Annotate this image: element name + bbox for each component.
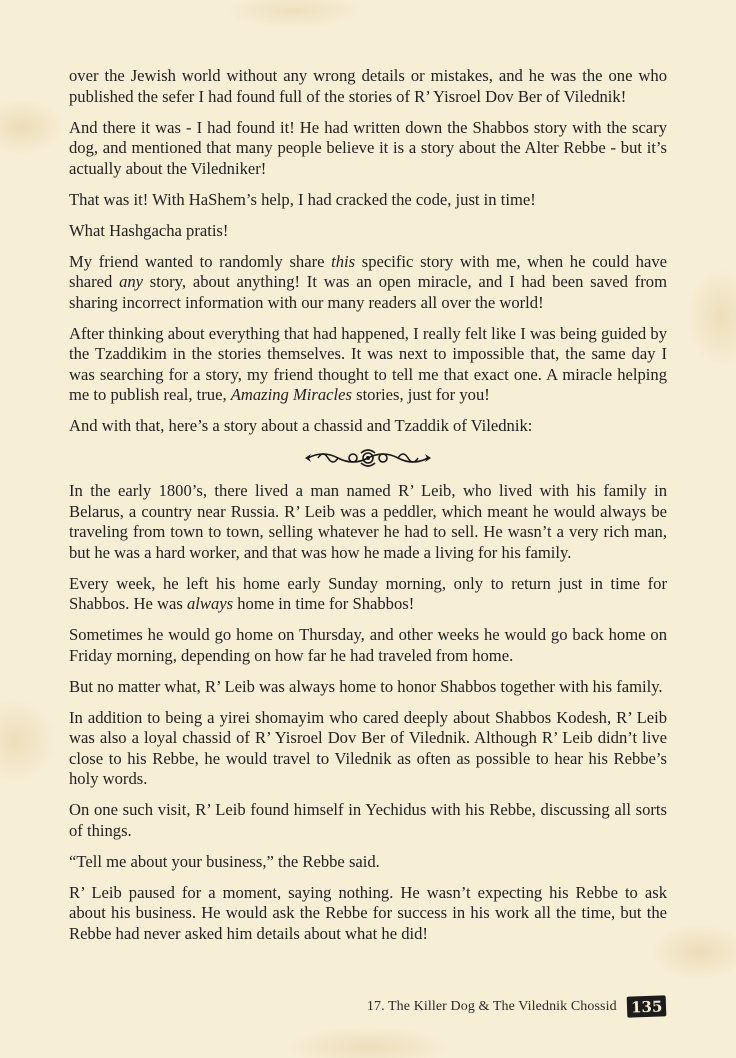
ornamental-divider-icon [69, 447, 667, 469]
paragraph [69, 252, 667, 314]
emphasis-text: Amazing Miracles [230, 385, 352, 404]
paragraph-text: In the early 1800’s, there lived a man named R’ Leib, who lived with his family in Belarus, a country near Russia. R’ Leib was a peddler, which meant he would always be traveling from town to town, selling whatever he had to sell. He wasn’t a very rich man, but he was a hard worker, and that was how he made a living for his family. [69, 481, 667, 562]
page-body [69, 66, 667, 955]
paragraph [69, 574, 667, 615]
paragraph-text: And there it was - I had found it! He had written down the Shabbos story with the scary dog, and mentioned that many people believe it is a story about the Alter Rebbe - but it’s actually about the Viledniker! [69, 117, 667, 178]
paragraph [69, 883, 667, 945]
paragraph [69, 221, 667, 242]
paragraph-text: What Hashgacha pratis! [69, 220, 229, 240]
paragraph-text: That was it! With HaShem’s help, I had cracked the code, just in time! [69, 189, 536, 209]
emphasis-text: this [331, 251, 356, 271]
paragraph [69, 625, 667, 666]
emphasis-text: always [187, 594, 234, 613]
paragraph [69, 118, 667, 180]
paragraph-text: “Tell me about your business,” the Rebbe said. [69, 851, 380, 871]
paragraph-text: stories, just for you! [351, 385, 490, 404]
paragraph-text: specific story with me, when he could have shared [69, 251, 667, 291]
paragraph-text: Every week, he left his home early Sunday morning, only to return just in time for Shabbos. He was [69, 573, 667, 613]
emphasis-text: any [119, 272, 144, 291]
paragraph [69, 324, 667, 406]
paragraph [69, 800, 667, 841]
paragraph [69, 677, 667, 698]
paragraph-text: R’ Leib paused for a moment, saying nothing. He wasn’t expecting his Rebbe to ask about his business. He would ask the Rebbe for success in his work all the time, but the Rebbe had never asked him details about what he did! [69, 882, 667, 943]
paragraph [69, 481, 667, 563]
paragraph-text: Sometimes he would go home on Thursday, and other weeks he would go back home on Friday morning, depending on how far he had traveled from home. [69, 625, 667, 665]
paragraph-text: In addition to being a yirei shomayim who cared deeply about Shabbos Kodesh, R’ Leib was also a loyal chassid of R’ Yisroel Dov Ber of Vilednik. Although R’ Leib didn’t live close to his Rebbe, he would travel to Vilednik as often as possible to hear his Rebbe’s holy words. [69, 707, 667, 788]
section-story [69, 481, 667, 944]
paragraph-text: home in time for Shabbos! [233, 594, 415, 613]
paragraph [69, 416, 667, 437]
paragraph-text: But no matter what, R’ Leib was always home to honor Shabbos together with his family. [69, 676, 663, 696]
paragraph-text: story, about anything! It was an open miracle, and I had been saved from sharing incorrect information with our many readers all over the world! [69, 272, 667, 312]
paragraph-text: After thinking about everything that had happened, I really felt like I was being guided by the Tzaddikim in the stories themselves. It was next to impossible that, the same day I was searching for a story, my friend thought to tell me that exact one. A miracle helping me to publish real, true, [69, 323, 667, 404]
section-intro [69, 66, 667, 437]
page-number: 135 [626, 995, 666, 1017]
paragraph-text: On one such visit, R’ Leib found himself in Yechidus with his Rebbe, discussing all sorts of things. [69, 800, 667, 840]
paragraph-text: over the Jewish world without any wrong details or mistakes, and he was the one who published the sefer I had found full of the stories of R’ Yisroel Dov Ber of Vilednik! [69, 66, 667, 106]
paragraph [69, 852, 667, 873]
paragraph [69, 708, 667, 790]
paragraph [69, 66, 667, 107]
paragraph [69, 190, 667, 211]
page-footer [367, 996, 666, 1017]
paragraph-text: My friend wanted to randomly share [69, 251, 332, 271]
paragraph-text: And with that, here’s a story about a chassid and Tzaddik of Vilednik: [69, 416, 533, 435]
running-footer-title: 17. The Killer Dog & The Vilednik Chossid [366, 998, 617, 1014]
